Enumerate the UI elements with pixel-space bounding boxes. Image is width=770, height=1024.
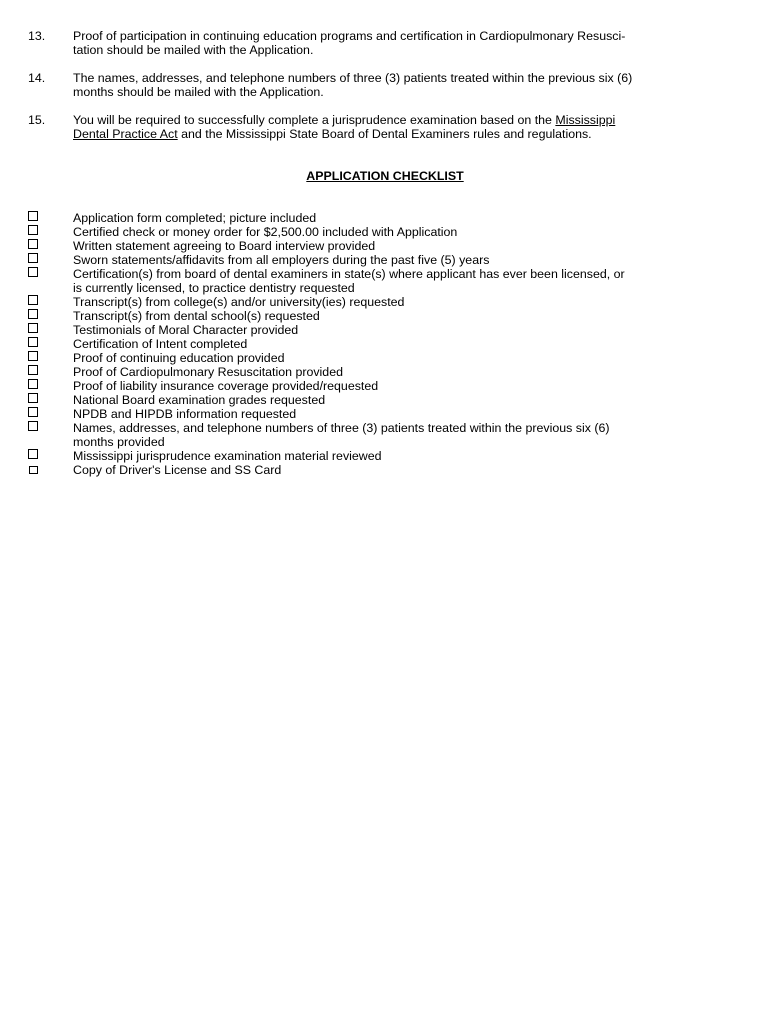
item-text-prefix: You will be required to successfully complete a jurisprudence examination based on the (73, 113, 556, 127)
checklist-item-label: Copy of Driver's License and SS Card (73, 463, 282, 477)
checklist-item (0, 351, 770, 365)
checklist-item-label: Mississippi jurisprudence examination material reviewed (73, 449, 382, 463)
checklist-item (0, 309, 770, 323)
item-text-line: The names, addresses, and telephone numbers of three (3) patients treated within the previous six (6) (73, 71, 633, 85)
checklist-item-label: Application form completed; picture included (73, 211, 317, 225)
item-number: 13. (28, 29, 46, 43)
checklist-item (0, 267, 770, 295)
checklist-item (0, 295, 770, 309)
checklist-item-label: Written statement agreeing to Board interview provided (73, 239, 376, 253)
checklist-item (0, 225, 770, 239)
checklist-item (0, 463, 770, 477)
checkbox[interactable] (28, 393, 38, 403)
checklist-item-label: Proof of Cardiopulmonary Resuscitation provided (73, 365, 343, 379)
checklist-item-label: Testimonials of Moral Character provided (73, 323, 299, 337)
checklist-item-label: Certification of Intent completed (73, 337, 248, 351)
item-text-line: months should be mailed with the Application. (73, 85, 324, 99)
checklist-item (0, 239, 770, 253)
item-text-line: Proof of participation in continuing education programs and certification in Cardiopulmonary Resusci- (73, 29, 626, 43)
checkbox[interactable] (28, 421, 38, 431)
checklist-item (0, 323, 770, 337)
checklist-item (0, 393, 770, 407)
checklist-item-label: Transcript(s) from college(s) and/or university(ies) requested (73, 295, 405, 309)
checklist-item (0, 449, 770, 463)
checklist-item (0, 379, 770, 393)
checklist-heading: APPLICATION CHECKLIST (306, 169, 464, 183)
item-number: 14. (28, 71, 46, 85)
checklist-item (0, 421, 770, 449)
checkbox[interactable] (28, 295, 38, 305)
item-text (73, 29, 744, 57)
checklist-item-label: NPDB and HIPDB information requested (73, 407, 297, 421)
item-number: 15. (28, 113, 46, 127)
item-text-line (73, 113, 744, 127)
item-text-line (73, 127, 744, 141)
checklist-item-label-continued: is currently licensed, to practice dentistry requested (73, 281, 355, 295)
checkbox[interactable] (28, 323, 38, 333)
checklist-item-label-continued: months provided (73, 435, 165, 449)
item-text (73, 113, 744, 141)
checkbox[interactable] (28, 253, 38, 263)
item-text (73, 71, 744, 99)
checkbox[interactable] (28, 267, 38, 277)
checkbox[interactable] (28, 449, 38, 459)
application-checklist (0, 211, 770, 477)
checkbox[interactable] (28, 365, 38, 375)
checklist-item-label: Names, addresses, and telephone numbers of three (3) patients treated within the previous six (6) (73, 421, 610, 435)
checkbox[interactable] (28, 351, 38, 361)
checkbox[interactable] (28, 379, 38, 389)
checklist-item-label: Sworn statements/affidavits from all employers during the past five (5) years (73, 253, 490, 267)
checkbox[interactable] (28, 239, 38, 249)
checklist-item-label: Proof of continuing education provided (73, 351, 285, 365)
checklist-item-label: Proof of liability insurance coverage provided/requested (73, 379, 379, 393)
checklist-item (0, 337, 770, 351)
checkbox[interactable] (28, 337, 38, 347)
mississippi-dental-practice-act-link-part2: Dental Practice Act (73, 127, 178, 141)
checkbox[interactable] (28, 407, 38, 417)
mississippi-dental-practice-act-link-part1: Mississippi (555, 113, 616, 127)
checkbox[interactable] (28, 309, 38, 319)
checklist-item-label: Certification(s) from board of dental examiners in state(s) where applicant has ever been licensed, or (73, 267, 625, 281)
item-text-suffix: and the Mississippi State Board of Dental Examiners rules and regulations. (177, 127, 592, 141)
checklist-item-label: National Board examination grades requested (73, 393, 326, 407)
checklist-item (0, 365, 770, 379)
checkbox[interactable] (28, 211, 38, 221)
item-text-line: tation should be mailed with the Application. (73, 43, 314, 57)
checklist-item-label: Transcript(s) from dental school(s) requested (73, 309, 320, 323)
checkbox[interactable] (29, 466, 38, 474)
checklist-item (0, 253, 770, 267)
checklist-item (0, 407, 770, 421)
checkbox[interactable] (28, 225, 38, 235)
checklist-item (0, 211, 770, 225)
checklist-item-label: Certified check or money order for $2,500.00 included with Application (73, 225, 458, 239)
